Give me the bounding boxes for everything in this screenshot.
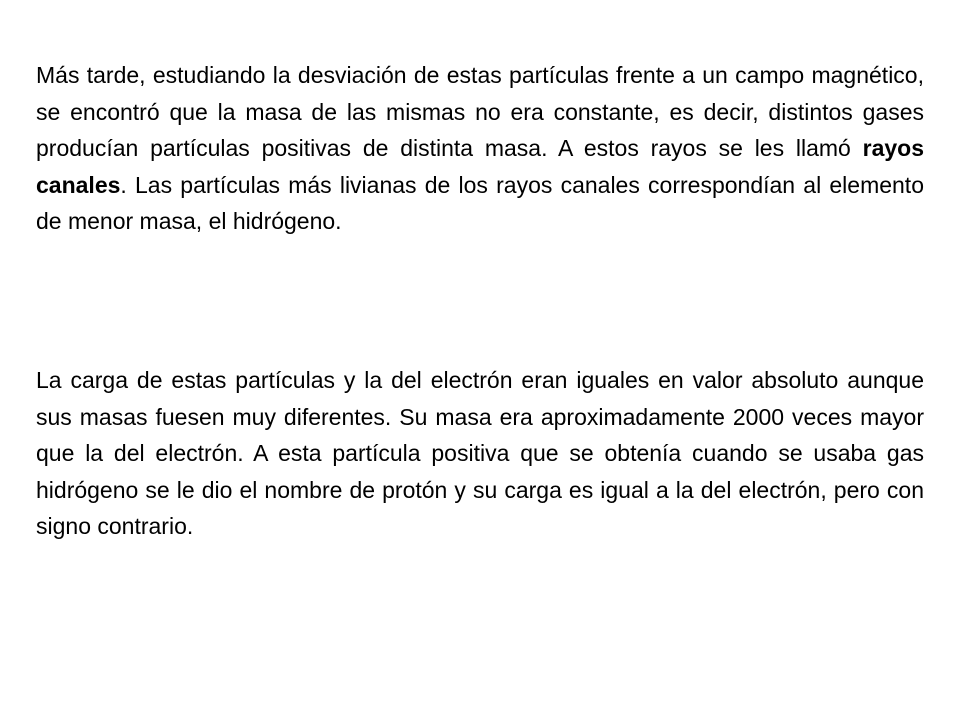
bold-term-rayos-canales: rayos canales [36,135,924,198]
paragraph-proton: La carga de estas partículas y la del electrón eran iguales en valor absoluto aunque sus masas fuesen muy diferentes. Su masa era aproximadamente 2000 veces mayor que la del electrón. A esta partícula positiva que se obtenía cuando se usaba gas hidrógeno se le dio el nombre de protón y su carga es igual a la del electrón, pero con signo contrario. [36,367,924,539]
paragraph-1-text-start: Más tarde, estudiando la desviación de estas partículas frente a un campo magnético, se encontró que la masa de las mismas no era constante, es decir, distintos gases producían partículas positivas de distinta masa. A estos rayos se les llamó [36,62,924,161]
paragraph-1-text-end: . Las partículas más livianas de los rayos canales correspondían al elemento de menor masa, el hidrógeno. [36,171,924,234]
paragraph-rayos-canales [36,57,924,240]
